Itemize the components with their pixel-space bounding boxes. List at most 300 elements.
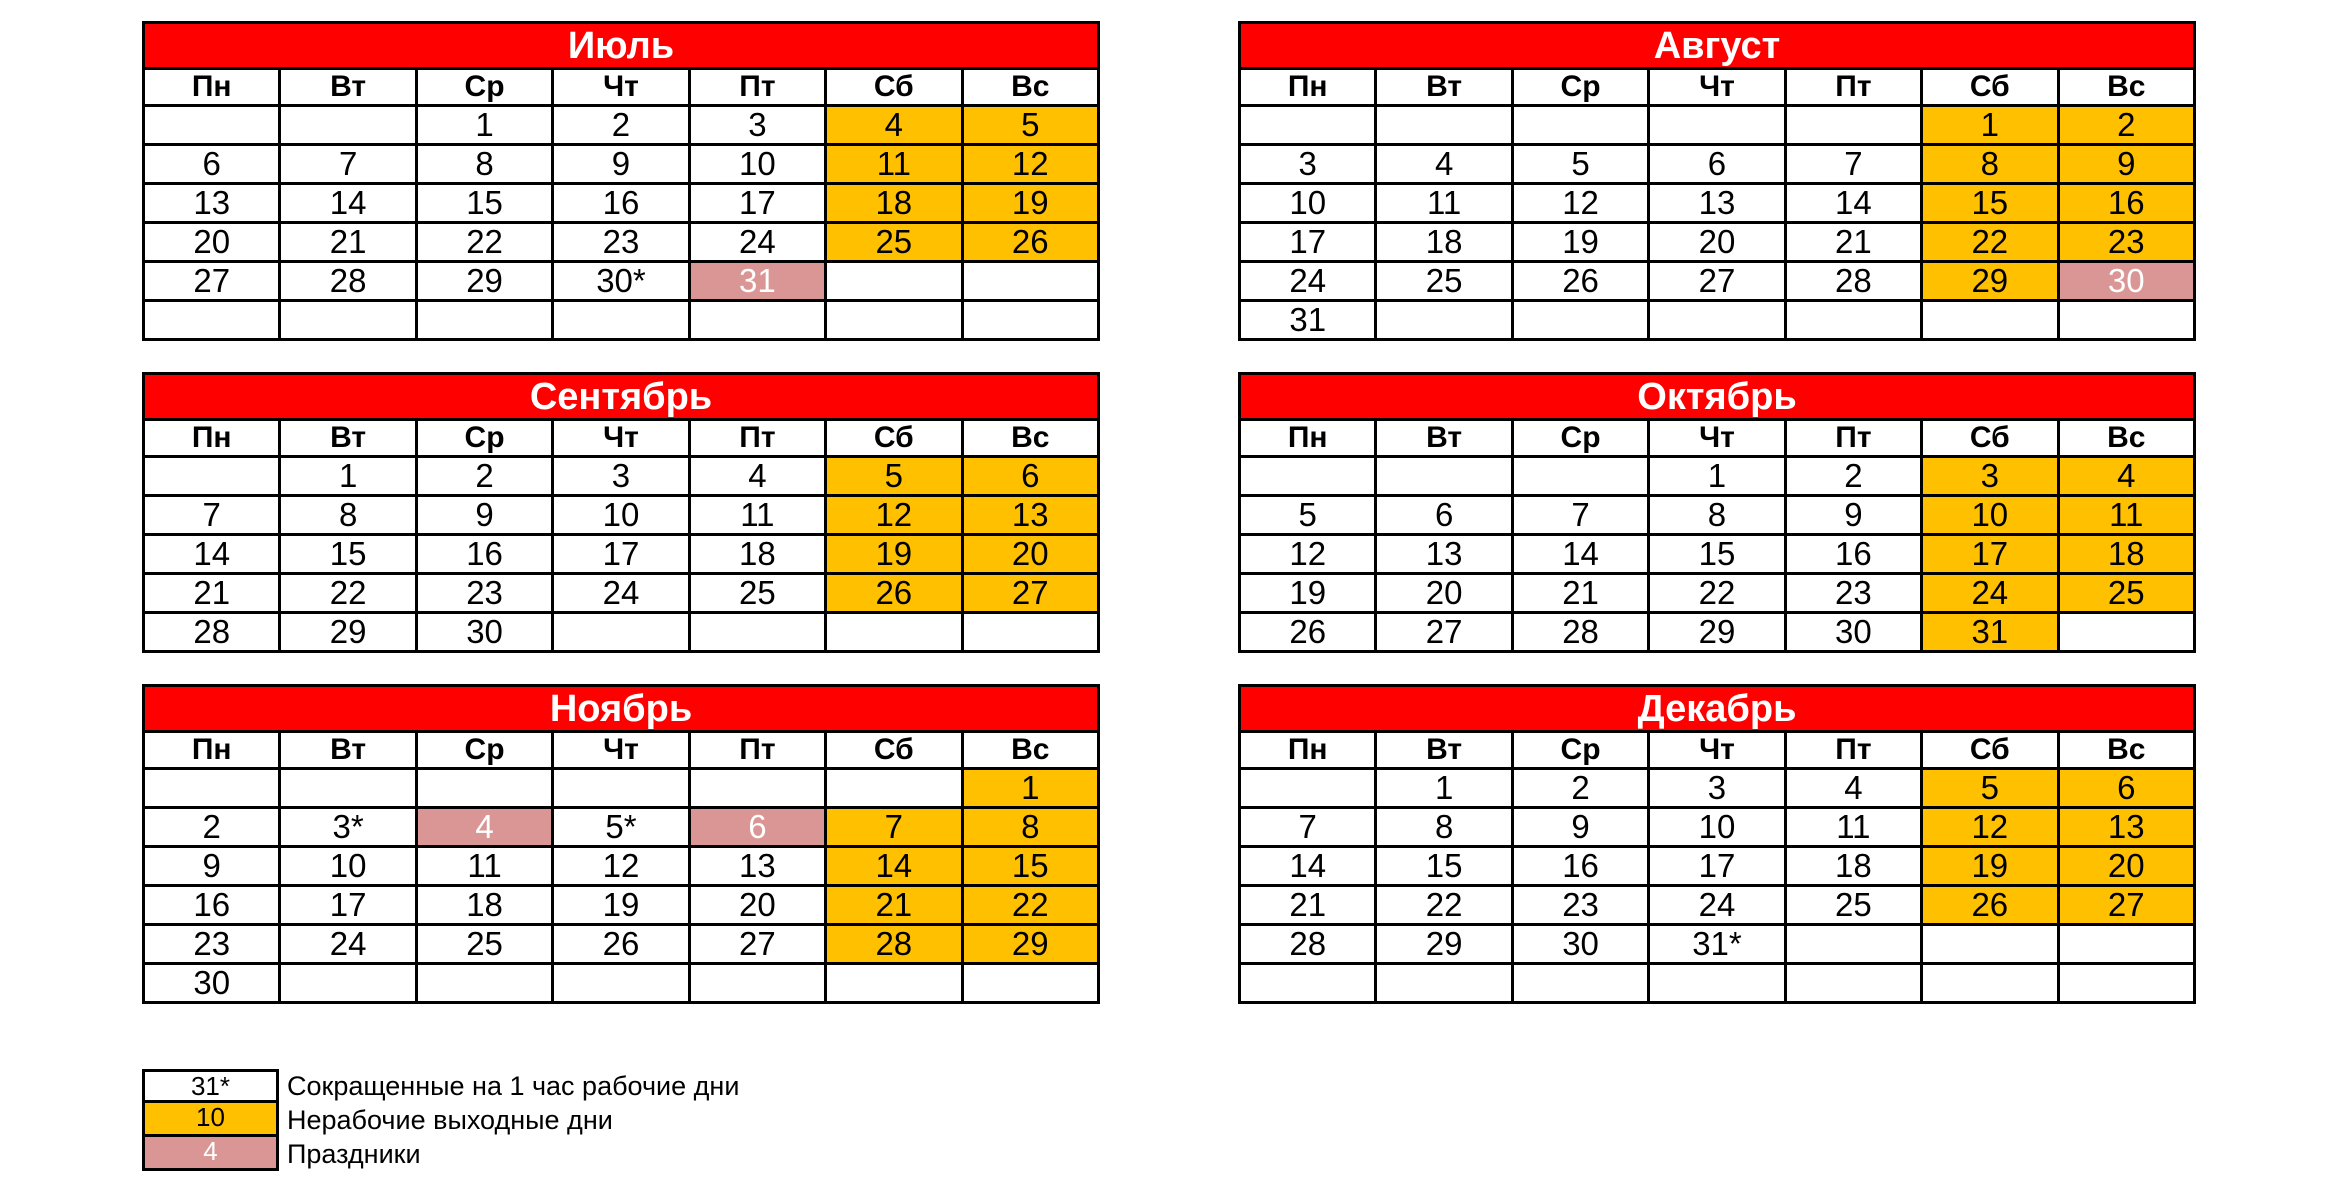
weekday-header: Вс xyxy=(2058,420,2194,457)
day-cell: 21 xyxy=(1240,886,1376,925)
weekend-cell: 1 xyxy=(1922,106,2058,145)
weekday-header: Пн xyxy=(1240,732,1376,769)
weekend-cell: 16 xyxy=(2058,184,2194,223)
legend xyxy=(142,1069,739,1171)
day-cell: 23 xyxy=(1785,574,1921,613)
day-cell xyxy=(1376,301,1512,340)
day-cell: 9 xyxy=(416,496,552,535)
day-cell: 18 xyxy=(689,535,825,574)
day-cell xyxy=(1376,964,1512,1003)
day-cell xyxy=(962,301,1098,340)
day-cell: 18 xyxy=(1785,847,1921,886)
weekday-header: Ср xyxy=(1512,69,1648,106)
month-august xyxy=(1238,21,2196,341)
month-table xyxy=(142,372,1100,653)
weekday-header: Пт xyxy=(1785,732,1921,769)
day-cell xyxy=(1376,106,1512,145)
weekend-cell: 29 xyxy=(1922,262,2058,301)
day-cell xyxy=(1512,106,1648,145)
month-table xyxy=(142,21,1100,341)
month-title: Сентябрь xyxy=(144,374,1099,420)
weekday-header: Сб xyxy=(826,732,962,769)
day-cell: 1 xyxy=(1376,769,1512,808)
day-cell: 23 xyxy=(416,574,552,613)
month-table xyxy=(1238,372,2196,653)
day-cell: 19 xyxy=(1240,574,1376,613)
day-cell: 28 xyxy=(1240,925,1376,964)
weekend-cell: 12 xyxy=(962,145,1098,184)
day-cell: 2 xyxy=(144,808,280,847)
day-cell: 15 xyxy=(280,535,416,574)
day-cell xyxy=(2058,613,2194,652)
day-cell: 17 xyxy=(280,886,416,925)
weekend-cell: 24 xyxy=(1922,574,2058,613)
day-cell xyxy=(1785,925,1921,964)
day-cell: 25 xyxy=(416,925,552,964)
day-cell: 2 xyxy=(1512,769,1648,808)
day-cell: 23 xyxy=(1512,886,1648,925)
day-cell: 12 xyxy=(1512,184,1648,223)
weekend-cell: 22 xyxy=(1922,223,2058,262)
day-cell xyxy=(416,769,552,808)
day-cell: 16 xyxy=(553,184,689,223)
day-cell: 4 xyxy=(1376,145,1512,184)
day-cell: 17 xyxy=(1240,223,1376,262)
day-cell: 20 xyxy=(689,886,825,925)
legend-row-short-days xyxy=(142,1069,739,1103)
legend-label-holiday: Праздники xyxy=(287,1139,421,1169)
day-cell xyxy=(689,301,825,340)
day-cell xyxy=(826,613,962,652)
day-cell: 10 xyxy=(689,145,825,184)
day-cell: 20 xyxy=(1649,223,1785,262)
week-row xyxy=(1240,262,2195,301)
month-title: Август xyxy=(1240,23,2195,69)
day-cell xyxy=(553,613,689,652)
weekend-cell: 11 xyxy=(2058,496,2194,535)
weekday-header: Пн xyxy=(144,420,280,457)
day-cell: 21 xyxy=(1512,574,1648,613)
day-cell: 5 xyxy=(1512,145,1648,184)
day-cell: 6 xyxy=(1649,145,1785,184)
day-cell: 27 xyxy=(144,262,280,301)
weekend-cell: 19 xyxy=(826,535,962,574)
day-cell xyxy=(144,769,280,808)
month-title: Июль xyxy=(144,23,1099,69)
week-row xyxy=(1240,808,2195,847)
weekend-cell: 11 xyxy=(826,145,962,184)
day-cell: 9 xyxy=(553,145,689,184)
weekend-cell: 19 xyxy=(962,184,1098,223)
day-cell: 7 xyxy=(1785,145,1921,184)
day-cell xyxy=(826,301,962,340)
day-cell: 19 xyxy=(553,886,689,925)
day-cell: 9 xyxy=(144,847,280,886)
day-cell: 13 xyxy=(144,184,280,223)
week-row xyxy=(144,223,1099,262)
weekend-cell: 14 xyxy=(826,847,962,886)
weekday-header: Вс xyxy=(2058,69,2194,106)
day-cell: 8 xyxy=(1376,808,1512,847)
weekday-header: Чт xyxy=(553,420,689,457)
week-row xyxy=(144,301,1099,340)
month-table xyxy=(1238,21,2196,341)
weekday-header: Чт xyxy=(1649,732,1785,769)
day-cell xyxy=(689,613,825,652)
weekend-cell: 12 xyxy=(1922,808,2058,847)
day-cell xyxy=(1649,964,1785,1003)
day-cell xyxy=(1240,964,1376,1003)
weekend-cell: 4 xyxy=(826,106,962,145)
weekend-cell: 6 xyxy=(2058,769,2194,808)
weekday-header: Чт xyxy=(1649,69,1785,106)
day-cell: 21 xyxy=(1785,223,1921,262)
month-title: Ноябрь xyxy=(144,686,1099,732)
week-row xyxy=(1240,613,2195,652)
day-cell: 3 xyxy=(689,106,825,145)
week-row xyxy=(1240,925,2195,964)
day-cell: 23 xyxy=(553,223,689,262)
week-row xyxy=(1240,223,2195,262)
weekday-header: Пт xyxy=(689,420,825,457)
day-cell: 22 xyxy=(1376,886,1512,925)
day-cell xyxy=(1512,964,1648,1003)
day-cell: 28 xyxy=(1785,262,1921,301)
day-cell: 1 xyxy=(1649,457,1785,496)
day-cell: 29 xyxy=(416,262,552,301)
weekend-cell: 7 xyxy=(826,808,962,847)
day-cell: 1 xyxy=(280,457,416,496)
weekend-cell: 25 xyxy=(826,223,962,262)
month-november xyxy=(142,684,1100,1004)
day-cell xyxy=(553,769,689,808)
weekend-cell: 25 xyxy=(2058,574,2194,613)
day-cell: 4 xyxy=(689,457,825,496)
day-cell: 24 xyxy=(553,574,689,613)
weekend-cell: 26 xyxy=(962,223,1098,262)
day-cell: 7 xyxy=(1512,496,1648,535)
day-cell: 15 xyxy=(1649,535,1785,574)
day-cell xyxy=(1240,769,1376,808)
day-cell: 12 xyxy=(553,847,689,886)
day-cell xyxy=(1785,106,1921,145)
day-cell: 14 xyxy=(1512,535,1648,574)
day-cell: 24 xyxy=(280,925,416,964)
weekend-cell: 5 xyxy=(962,106,1098,145)
weekday-header: Сб xyxy=(1922,732,2058,769)
legend-swatch-short: 31* xyxy=(142,1069,279,1103)
weekday-header: Вт xyxy=(280,732,416,769)
week-row xyxy=(1240,106,2195,145)
weekday-header: Вс xyxy=(2058,732,2194,769)
day-cell: 6 xyxy=(1376,496,1512,535)
day-cell xyxy=(144,106,280,145)
legend-swatch-weekend: 10 xyxy=(142,1103,279,1137)
day-cell xyxy=(1922,301,2058,340)
day-cell: 26 xyxy=(1512,262,1648,301)
weekend-cell: 9 xyxy=(2058,145,2194,184)
day-cell xyxy=(962,964,1098,1003)
week-row xyxy=(144,964,1099,1003)
day-cell xyxy=(416,964,552,1003)
weekday-header: Вт xyxy=(1376,732,1512,769)
day-cell xyxy=(1512,301,1648,340)
day-cell: 24 xyxy=(1649,886,1785,925)
day-cell: 24 xyxy=(689,223,825,262)
day-cell: 13 xyxy=(689,847,825,886)
day-cell: 14 xyxy=(144,535,280,574)
weekend-cell: 1 xyxy=(962,769,1098,808)
day-cell: 22 xyxy=(1649,574,1785,613)
weekend-cell: 22 xyxy=(962,886,1098,925)
holiday-cell: 6 xyxy=(689,808,825,847)
day-cell xyxy=(1785,301,1921,340)
weekday-header: Вт xyxy=(1376,420,1512,457)
day-cell: 10 xyxy=(280,847,416,886)
weekend-cell: 5 xyxy=(826,457,962,496)
weekend-cell: 6 xyxy=(962,457,1098,496)
day-cell: 10 xyxy=(1240,184,1376,223)
day-cell xyxy=(1512,457,1648,496)
day-cell: 15 xyxy=(416,184,552,223)
weekend-cell: 10 xyxy=(1922,496,2058,535)
day-cell: 17 xyxy=(689,184,825,223)
weekday-header: Вт xyxy=(280,69,416,106)
weekend-cell: 28 xyxy=(826,925,962,964)
day-cell xyxy=(280,769,416,808)
weekend-cell: 18 xyxy=(826,184,962,223)
day-cell: 21 xyxy=(144,574,280,613)
week-row xyxy=(144,145,1099,184)
week-row xyxy=(144,496,1099,535)
day-cell: 13 xyxy=(1376,535,1512,574)
week-row xyxy=(144,808,1099,847)
legend-row-weekends xyxy=(142,1103,739,1137)
day-cell xyxy=(416,301,552,340)
day-cell: 9 xyxy=(1512,808,1648,847)
day-cell: 8 xyxy=(280,496,416,535)
week-row xyxy=(1240,964,2195,1003)
weekday-header: Ср xyxy=(416,420,552,457)
day-cell: 27 xyxy=(1376,613,1512,652)
day-cell xyxy=(553,301,689,340)
day-cell: 2 xyxy=(1785,457,1921,496)
day-cell: 2 xyxy=(553,106,689,145)
day-cell: 10 xyxy=(553,496,689,535)
day-cell: 11 xyxy=(1785,808,1921,847)
weekend-cell: 8 xyxy=(1922,145,2058,184)
day-cell xyxy=(2058,925,2194,964)
day-cell: 17 xyxy=(553,535,689,574)
weekend-cell: 15 xyxy=(962,847,1098,886)
weekend-cell: 27 xyxy=(962,574,1098,613)
month-december xyxy=(1238,684,2196,1004)
day-cell: 31 xyxy=(1240,301,1376,340)
weekday-header: Пт xyxy=(1785,69,1921,106)
day-cell xyxy=(826,964,962,1003)
day-cell xyxy=(689,769,825,808)
weekday-header: Вс xyxy=(962,732,1098,769)
day-cell xyxy=(1922,925,2058,964)
day-cell xyxy=(144,301,280,340)
week-row xyxy=(144,106,1099,145)
day-cell: 16 xyxy=(144,886,280,925)
day-cell xyxy=(280,106,416,145)
day-cell: 25 xyxy=(1785,886,1921,925)
day-cell: 14 xyxy=(280,184,416,223)
weekday-header: Ср xyxy=(1512,420,1648,457)
week-row xyxy=(144,886,1099,925)
weekday-header: Пн xyxy=(144,732,280,769)
week-row xyxy=(144,574,1099,613)
day-cell: 16 xyxy=(416,535,552,574)
day-cell xyxy=(144,457,280,496)
day-cell: 25 xyxy=(1376,262,1512,301)
day-cell xyxy=(280,964,416,1003)
week-row xyxy=(1240,574,2195,613)
day-cell: 4 xyxy=(1785,769,1921,808)
day-cell: 6 xyxy=(144,145,280,184)
day-cell: 14 xyxy=(1240,847,1376,886)
day-cell xyxy=(826,262,962,301)
weekday-header: Вт xyxy=(1376,69,1512,106)
weekend-cell: 5 xyxy=(1922,769,2058,808)
weekday-header: Пт xyxy=(1785,420,1921,457)
week-row xyxy=(1240,184,2195,223)
day-cell: 30 xyxy=(1785,613,1921,652)
day-cell: 16 xyxy=(1785,535,1921,574)
month-september xyxy=(142,372,1100,653)
weekday-header: Сб xyxy=(1922,69,2058,106)
legend-label-weekend: Нерабочие выходные дни xyxy=(287,1105,613,1135)
weekday-header: Вс xyxy=(962,420,1098,457)
month-table xyxy=(1238,684,2196,1004)
day-cell xyxy=(2058,964,2194,1003)
month-july xyxy=(142,21,1100,341)
month-october xyxy=(1238,372,2196,653)
week-row xyxy=(1240,886,2195,925)
weekend-cell: 8 xyxy=(962,808,1098,847)
holiday-cell: 4 xyxy=(416,808,552,847)
day-cell: 3 xyxy=(1240,145,1376,184)
weekend-cell: 12 xyxy=(826,496,962,535)
day-cell: 27 xyxy=(689,925,825,964)
day-cell: 19 xyxy=(1512,223,1648,262)
week-row xyxy=(144,262,1099,301)
weekday-header: Пн xyxy=(144,69,280,106)
day-cell: 23 xyxy=(144,925,280,964)
weekday-header: Пт xyxy=(689,732,825,769)
weekend-cell: 4 xyxy=(2058,457,2194,496)
day-cell: 28 xyxy=(1512,613,1648,652)
day-cell: 7 xyxy=(1240,808,1376,847)
weekday-header: Чт xyxy=(1649,420,1785,457)
holiday-cell: 30 xyxy=(2058,262,2194,301)
weekend-cell: 21 xyxy=(826,886,962,925)
week-row xyxy=(1240,145,2195,184)
week-row xyxy=(1240,769,2195,808)
weekend-cell: 2 xyxy=(2058,106,2194,145)
weekend-cell: 31 xyxy=(1922,613,2058,652)
legend-swatch-holiday: 4 xyxy=(142,1137,279,1171)
day-cell xyxy=(1922,964,2058,1003)
weekend-cell: 27 xyxy=(2058,886,2194,925)
day-cell: 11 xyxy=(416,847,552,886)
week-row xyxy=(144,769,1099,808)
day-cell: 18 xyxy=(1376,223,1512,262)
day-cell: 13 xyxy=(1649,184,1785,223)
day-cell: 5* xyxy=(553,808,689,847)
weekend-cell: 29 xyxy=(962,925,1098,964)
day-cell: 3 xyxy=(553,457,689,496)
day-cell: 12 xyxy=(1240,535,1376,574)
day-cell: 3* xyxy=(280,808,416,847)
day-cell: 1 xyxy=(416,106,552,145)
week-row xyxy=(1240,535,2195,574)
legend-label-short: Сокращенные на 1 час рабочие дни xyxy=(287,1071,740,1101)
weekend-cell: 18 xyxy=(2058,535,2194,574)
day-cell: 29 xyxy=(280,613,416,652)
day-cell: 31* xyxy=(1649,925,1785,964)
weekday-header: Пн xyxy=(1240,420,1376,457)
day-cell: 7 xyxy=(144,496,280,535)
week-row xyxy=(144,535,1099,574)
weekday-header: Сб xyxy=(826,420,962,457)
holiday-cell: 31 xyxy=(689,262,825,301)
week-row xyxy=(1240,457,2195,496)
day-cell: 17 xyxy=(1649,847,1785,886)
weekday-header: Чт xyxy=(553,69,689,106)
day-cell xyxy=(1785,964,1921,1003)
day-cell: 26 xyxy=(553,925,689,964)
weekend-cell: 26 xyxy=(1922,886,2058,925)
day-cell xyxy=(1649,106,1785,145)
day-cell xyxy=(280,301,416,340)
day-cell: 30 xyxy=(144,964,280,1003)
day-cell: 20 xyxy=(144,223,280,262)
day-cell: 30 xyxy=(416,613,552,652)
day-cell xyxy=(826,769,962,808)
week-row xyxy=(144,847,1099,886)
weekday-header: Сб xyxy=(1922,420,2058,457)
week-row xyxy=(144,925,1099,964)
month-table xyxy=(142,684,1100,1004)
day-cell: 8 xyxy=(1649,496,1785,535)
month-title: Октябрь xyxy=(1240,374,2195,420)
weekend-cell: 13 xyxy=(962,496,1098,535)
day-cell: 5 xyxy=(1240,496,1376,535)
weekday-header: Пт xyxy=(689,69,825,106)
week-row xyxy=(1240,301,2195,340)
week-row xyxy=(144,613,1099,652)
day-cell: 26 xyxy=(1240,613,1376,652)
day-cell xyxy=(1240,106,1376,145)
day-cell: 25 xyxy=(689,574,825,613)
day-cell: 14 xyxy=(1785,184,1921,223)
weekday-header: Сб xyxy=(826,69,962,106)
weekday-header: Вс xyxy=(962,69,1098,106)
day-cell: 2 xyxy=(416,457,552,496)
day-cell: 30* xyxy=(553,262,689,301)
day-cell: 28 xyxy=(144,613,280,652)
weekday-header: Ср xyxy=(1512,732,1648,769)
weekend-cell: 20 xyxy=(962,535,1098,574)
day-cell xyxy=(553,964,689,1003)
day-cell: 10 xyxy=(1649,808,1785,847)
day-cell: 7 xyxy=(280,145,416,184)
week-row xyxy=(1240,847,2195,886)
day-cell: 21 xyxy=(280,223,416,262)
